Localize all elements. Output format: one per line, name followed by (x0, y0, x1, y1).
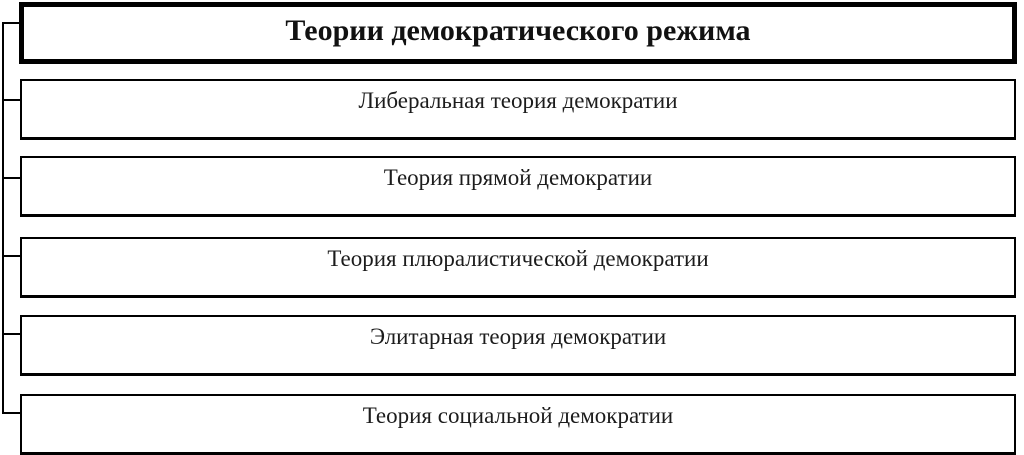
bracket-stub-item-3 (2, 255, 20, 257)
bracket-stub-item-2 (2, 177, 20, 179)
theory-label: Теория прямой демократии (383, 165, 653, 190)
theory-label: Элитарная теория демократии (369, 324, 667, 349)
theory-box-liberal (20, 79, 1016, 140)
theory-box-pluralistic (20, 237, 1016, 298)
bracket-stub-header (2, 22, 20, 24)
diagram-title: Теории демократического режима (285, 14, 751, 47)
theory-box-direct (20, 156, 1016, 217)
header-box (19, 2, 1017, 64)
theory-label: Теория социальной демократии (362, 403, 674, 428)
theory-label: Либеральная теория демократии (358, 88, 678, 113)
bracket-vertical-line (2, 22, 4, 414)
theory-label: Теория плюралистической демократии (327, 246, 709, 271)
theory-box-elitist (20, 315, 1016, 376)
bracket-stub-item-1 (2, 99, 20, 101)
bracket-stub-item-4 (2, 333, 20, 335)
theory-box-social (20, 394, 1016, 455)
bracket-stub-item-5 (2, 412, 20, 414)
